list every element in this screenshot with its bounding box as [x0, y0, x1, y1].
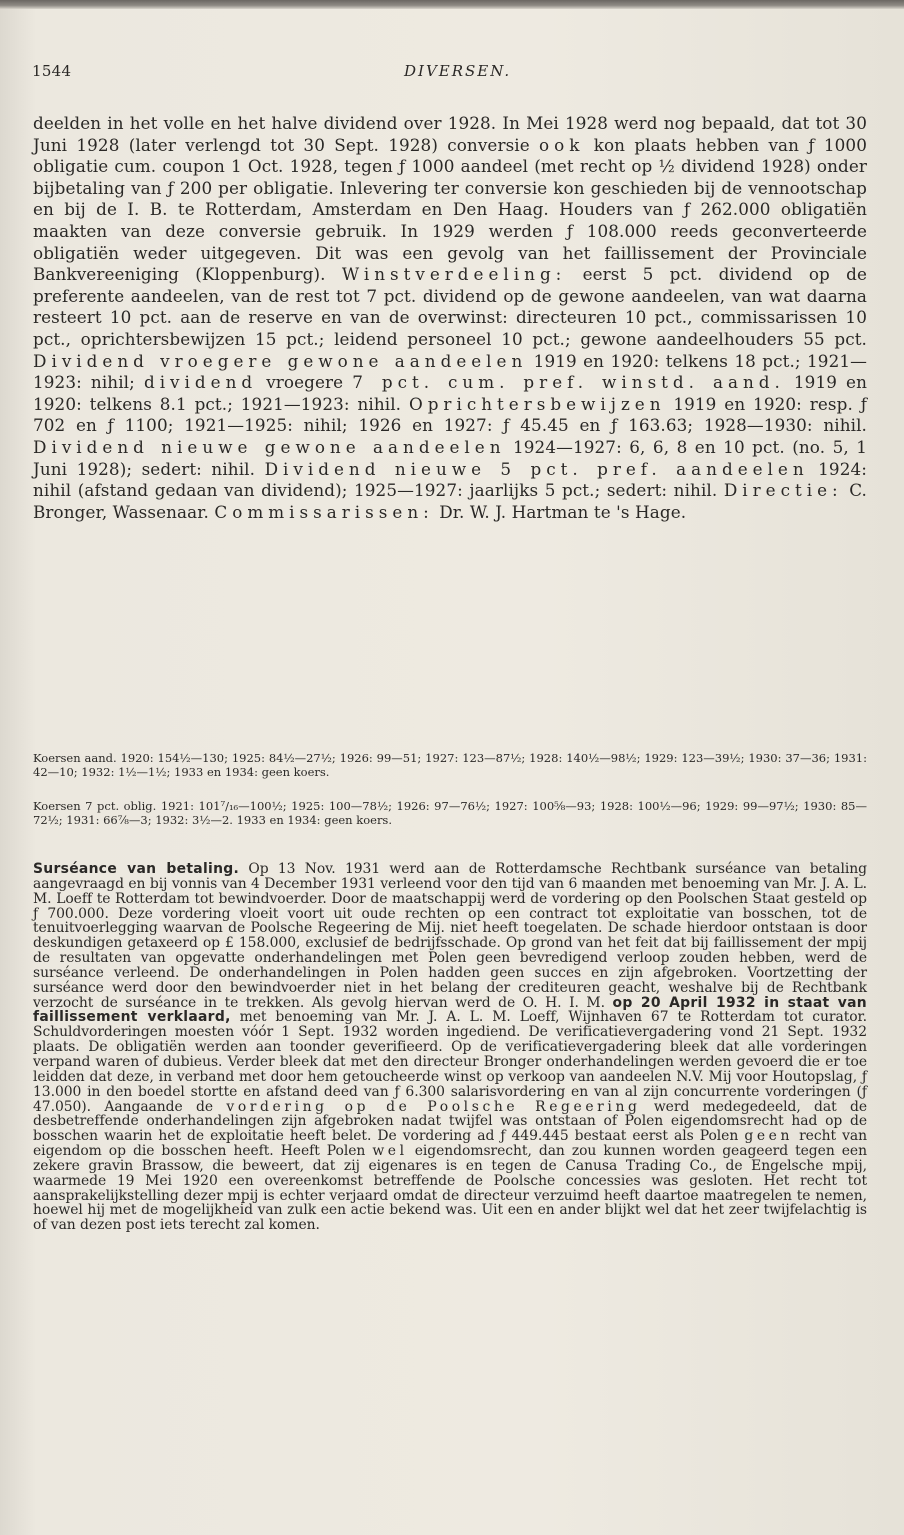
spaced-text: dividend: [143, 372, 258, 393]
spaced-text: geen: [744, 1128, 794, 1145]
text-run: Dr. W. J. Hartman te 's Hage.: [433, 501, 687, 522]
text-run: 1924: nihil (afstand gedaan van dividend); 1925—1927: jaarlijks 5 pct.; sedert: nihil.: [33, 458, 868, 501]
spaced-text: 7 pct. cum. pref. winstd. aand.: [352, 372, 785, 393]
text-run: kon plaats hebben van ƒ 1000 obligatie cum. coupon 1 Oct. 1928, tegen ƒ 1000 aandeel (met recht op ½ dividend 1928) onder bijbetaling van ƒ 200 per obligatie. Inlevering ter conversie kon geschieden bij de vennootschap en bij de I. B. te Rotterdam, Amsterdam en Den Haag. Houders van ƒ 262.000 obligatiën maakten van deze conversie gebruik. In 1929 werden ƒ 108.000 reeds geconverteerde obligatiën weder uitgegeven. Dit was een gevolg van het faillissement der Provinciale Bankvereeniging (Kloppenburg).: [33, 134, 867, 285]
text-run: eerst 5 pct. dividend op de preferente aandeelen, van de rest tot 7 pct. dividend op de gewone aandeelen, van wat daarna resteert 10 pct. aan de reserve en van de overwinst: directeuren 10 pct., commissarissen 10 pct., oprichtersbewijzen 15 pct.; leidend personeel 10 pct.; gewone aandeelhouders 55 pct.: [33, 264, 868, 349]
section-heading: Surséance van betaling.: [33, 861, 240, 877]
text-run: met benoeming van Mr. J. A. L. M. Loeff, Wijnhaven 67 te Rotterdam tot curator. Schuldvorderingen moesten vóór 1 Sept. 1932 worden ingediend. De verificatievergadering vond 21 Sept. 1932 plaats. De obligatiën werden aan toonder geverifieerd. Op de verificatievergadering bleek dat alle vorderingen verpand waren of dubieus. Verder bleek dat met den directeur Bronger onderhandelingen werden gevoerd die er toe leidden dat deze, in verband met door hem getoucheerde winst op verkoop van aandeelen N.V. Mij voor Houtopslag, ƒ 13.000 in den boedel stortte en afstand deed van ƒ 6.300 salarisvordering en van al zijn concurrente vorderingen (ƒ 47.050). Aangaande de: [33, 1009, 867, 1115]
text-run: 1924—1927: 6, 6, 8 en 10 pct. (no. 5, 1 Juni 1928); sedert: nihil.: [33, 436, 868, 479]
text-run: vroegere: [257, 372, 353, 393]
spaced-text: Dividend nieuwe 5 pct. pref. aandeelen: [264, 458, 809, 479]
text-run: werd medegedeeld, dat de desbetreffende onderhandelingen zijn afgebroken nadat twijfel was ontstaan of Polen eigendomsrecht had op de bosschen waarin het de exploitatie heeft belet. De vordering ad ƒ 449.445 bestaat eerst als Polen: [33, 1098, 867, 1145]
running-head: DIVERSEN.: [404, 62, 512, 80]
spaced-text: Directie:: [723, 480, 843, 501]
spaced-text: vordering op de Poolsche Regeering: [226, 1098, 641, 1115]
main-paragraph: [33, 113, 867, 523]
spaced-text: Oprichtersbewijzen: [408, 393, 666, 414]
text-run: C. Bronger, Wassenaar.: [33, 480, 867, 522]
text-run: eigendomsrecht, dan zou kunnen worden geageerd tegen een zekere gravin Brassow, die beweert, dat zij eigenares is en tegen de Canusa Trading Co., de Engelsche mpij, waarmede 19 Mei 1920 een overeenkomst betreffende de Poolsche concessies was gesloten. Het recht tot aansprakelijkstelling dezer mpij is echter verjaard omdat de directeur verzuimd heeft daartoe maatregelen te nemen, hoewel hij met de mogelijkheid van zulk een actie bekend was. Uit een en ander blijkt wel dat het zeer twijfelachtig is of van dezen post iets terecht zal komen.: [33, 1143, 867, 1234]
page-header: [32, 62, 872, 86]
koersen-aandeelen: Koersen aand. 1920: 154½—130; 1925: 84½—27½; 1926: 99—51; 1927: 123—87½; 1928: 140½—98½; 1929: 123—39½; 1930: 37—36; 1931: 42—10; 1932: 1½—1½; 1933 en 1934: geen koers.: [33, 751, 867, 779]
text-run: 1919 en 1920: resp. ƒ 702 en ƒ 1100; 1921—1925: nihil; 1926 en 1927: ƒ 45.45 en ƒ 163.63; 1928—1930: nihil.: [33, 393, 868, 436]
scan-edge: [0, 0, 904, 9]
page-number: 1544: [32, 62, 72, 80]
spaced-text: Winstverdeeling:: [341, 264, 567, 285]
surseance-paragraph: [33, 862, 867, 1233]
spaced-text: ook: [539, 134, 585, 155]
spaced-text: Commissarissen:: [214, 501, 434, 522]
spaced-text: wel: [372, 1143, 408, 1160]
text-run: recht van eigendom op die bosschen heeft. Heeft Polen: [33, 1128, 867, 1160]
bold-text: op 20 April 1932 in staat van faillissement verklaard,: [33, 994, 868, 1026]
text-run: Op 13 Nov. 1931 werd aan de Rotterdamsche Rechtbank surséance van betaling aangevraagd en bij vonnis van 4 December 1931 verleend voor den tijd van 6 maanden met benoeming van Mr. J. A. L. M. Loeff te Rotterdam tot bewindvoerder. Door de maatschappij werd de vordering op den Poolschen Staat gesteld op ƒ 700.000. Deze vordering vloeit voort uit oude rechten op een contract tot exploitatie van bosschen, tot de tenuitvoerlegging waarvan de Poolsche Regeering de Mij. niet heeft toegelaten. De schade hierdoor ontstaan is door deskundigen getaxeerd op £ 158.000, exclusief de bedrijfsschade. Op grond van het feit dat bij faillissement der mpij de resultaten van opgevatte onderhandelingen met Polen geen bevredigend verloop zouden hebben, werd de surséance verleend. De onderhandelingen in Polen hadden geen succes en zijn afgebroken. Voortzetting der surséance werd door den bewindvoerder niet in het belang der crediteuren geacht, weshalve bij de Rechtbank verzocht de surséance in te trekken. Als gevolg hiervan werd de O. H. I. M.: [33, 861, 868, 1011]
text-run: 1919 en 1920: telkens 18 pct.; 1921—1923: nihil;: [33, 350, 868, 393]
spaced-text: Dividend vroegere gewone aandeelen: [33, 350, 528, 371]
text-run: deelden in het volle en het halve dividend over 1928. In Mei 1928 werd nog bepaald, dat tot 30 Juni 1928 (later verlengd tot 30 Sept. 1928) conversie: [33, 113, 867, 155]
text-run: 1919 en 1920: telkens 8.1 pct.; 1921—1923: nihil.: [33, 372, 867, 414]
koersen-obligaties: Koersen 7 pct. oblig. 1921: 101⁷/₁₆—100½; 1925: 100—78½; 1926: 97—76½; 1927: 100⅝—93; 1928: 100½—96; 1929: 99—97½; 1930: 85—72½; 1931: 66⅞—3; 1932: 3½—2. 1933 en 1934: geen koers.: [33, 799, 867, 827]
spaced-text: Dividend nieuwe gewone aandeelen: [33, 436, 506, 457]
